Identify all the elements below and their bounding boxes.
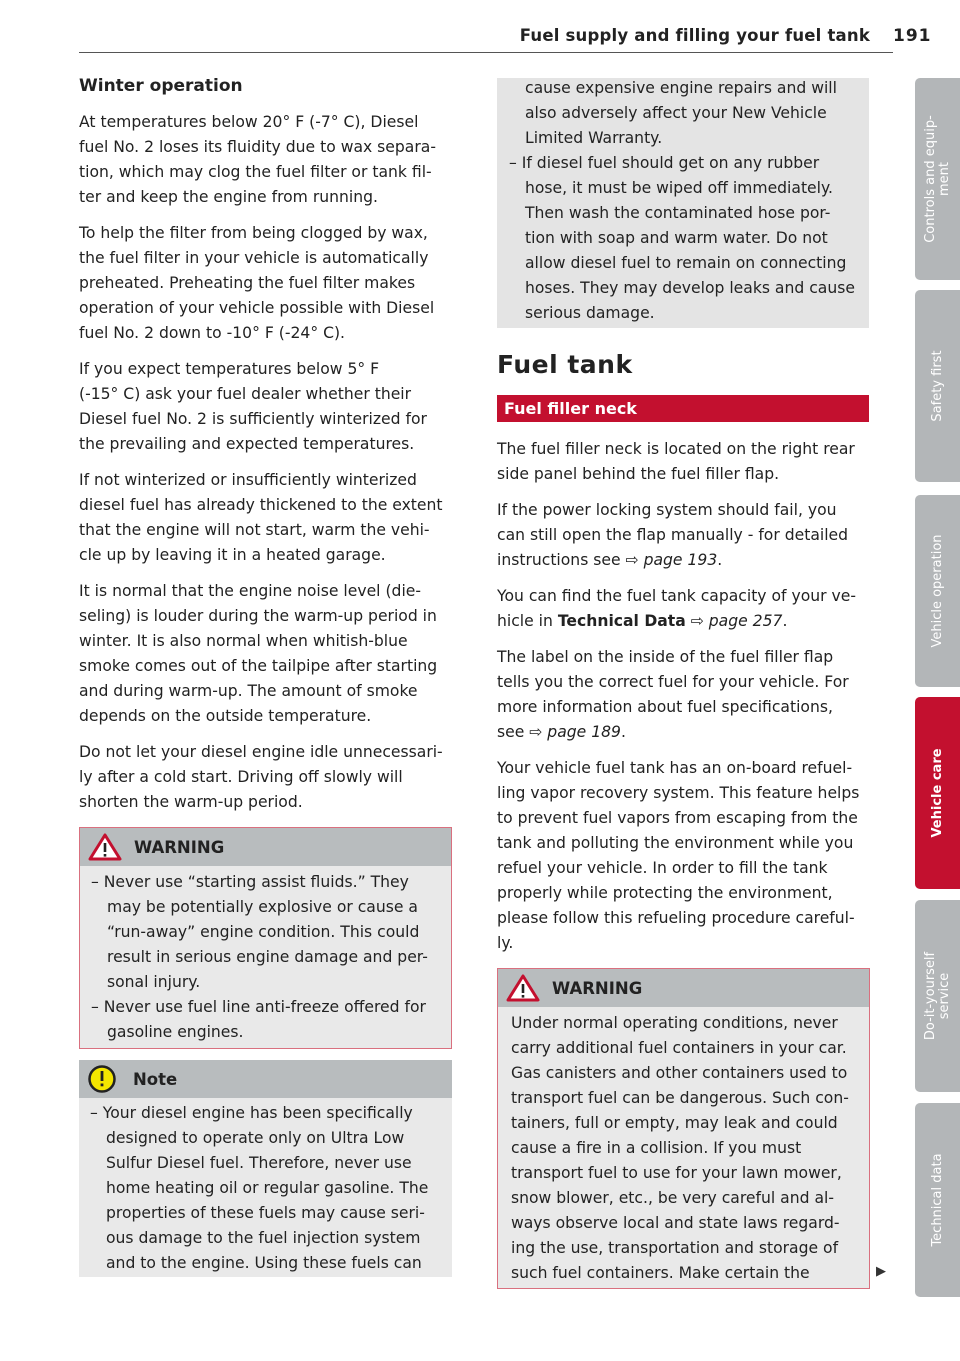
- side-tab-do-it-yourself-service[interactable]: [915, 900, 960, 1092]
- text-line: [79, 185, 436, 210]
- text-line: [91, 1020, 428, 1045]
- text-segment: Diesel fuel No. 2 is sufficiently winterized for: [79, 410, 427, 428]
- text-line: [497, 670, 849, 695]
- text-line: [497, 806, 859, 831]
- header-rule: [79, 52, 893, 53]
- warning-title: WARNING: [134, 837, 225, 857]
- text-line: [79, 518, 443, 543]
- warning-box: [79, 827, 452, 1049]
- text-line: [90, 1176, 428, 1201]
- text-segment: to prevent fuel vapors from escaping from the: [497, 809, 858, 827]
- continue-arrow-icon: ▶: [876, 1264, 886, 1279]
- text-line: [511, 1011, 849, 1036]
- text-segment: – If diesel fuel should get on any rubber: [509, 154, 820, 172]
- text-segment: .: [620, 723, 626, 741]
- bold-term: Technical Data: [557, 612, 686, 630]
- text-segment: Limited Warranty.: [525, 129, 663, 147]
- side-tab-label: Vehicle care: [929, 748, 945, 838]
- text-line: [91, 995, 428, 1020]
- text-segment: sonal injury.: [107, 973, 201, 991]
- text-line: [79, 382, 427, 407]
- text-segment: ing the use, transportation and storage of: [511, 1239, 839, 1257]
- subsection-title-bar: Fuel filler neck: [497, 395, 869, 422]
- text-line: [90, 1101, 428, 1126]
- text-line: [509, 301, 855, 326]
- text-segment: carry additional fuel containers in your car.: [511, 1039, 847, 1057]
- text-line: [497, 695, 849, 720]
- text-line: [509, 276, 855, 301]
- text-line: [497, 720, 849, 745]
- text-segment: tells you the correct fuel for your vehicle. For: [497, 673, 849, 691]
- text-segment: please follow this refueling procedure careful-: [497, 909, 855, 927]
- text-segment: .: [782, 612, 788, 630]
- text-line: [511, 1111, 849, 1136]
- text-line: [511, 1236, 849, 1261]
- text-segment: fuel No. 2 loses its fluidity due to wax separa-: [79, 138, 436, 156]
- text-line: [79, 704, 437, 729]
- page-reference-link[interactable]: ⇨ page 193: [625, 551, 718, 569]
- text-segment: refuel your vehicle. In order to fill the tank: [497, 859, 828, 877]
- text-segment: depends on the outside temperature.: [79, 707, 372, 725]
- text-segment: ling vapor recovery system. This feature helps: [497, 784, 860, 802]
- text-line: [497, 523, 848, 548]
- text-segment: If you expect temperatures below 5° F: [79, 360, 380, 378]
- text-segment: more information about fuel specifications,: [497, 698, 833, 716]
- text-line: [497, 437, 855, 462]
- text-segment: cause a fire in a collision. If you must: [511, 1139, 802, 1157]
- text-segment: allow diesel fuel to remain on connecting: [525, 254, 847, 272]
- text-segment: You can find the fuel tank capacity of your ve-: [497, 587, 856, 605]
- text-line: [79, 543, 443, 568]
- running-header-title: Fuel supply and filling your fuel tank: [519, 26, 870, 45]
- paragraph: [79, 468, 443, 568]
- text-segment: hose, it must be wiped off immediately.: [525, 179, 833, 197]
- warning-triangle-icon: [88, 833, 122, 861]
- text-line: [497, 781, 859, 806]
- text-line: [509, 76, 855, 101]
- text-segment: may be potentially explosive or cause a: [107, 898, 418, 916]
- text-segment: If the power locking system should fail, you: [497, 501, 837, 519]
- note-title: Note: [133, 1069, 178, 1089]
- note-box: [79, 1060, 452, 1277]
- text-line: [79, 432, 427, 457]
- side-tab-label: Technical data: [929, 1153, 945, 1247]
- paragraph: [79, 579, 437, 729]
- text-segment: Then wash the contaminated hose por-: [525, 204, 831, 222]
- warning-title: WARNING: [552, 978, 643, 998]
- text-segment: cle up by leaving it in a heated garage.: [79, 546, 386, 564]
- text-line: [90, 1151, 428, 1176]
- text-line: [79, 629, 437, 654]
- text-segment: and to the engine. Using these fuels can: [106, 1254, 422, 1272]
- text-segment: snow blower, etc., be very careful and al-: [511, 1189, 834, 1207]
- text-segment: side panel behind the fuel filler flap.: [497, 465, 780, 483]
- text-segment: .: [717, 551, 723, 569]
- text-segment: seling) is louder during the warm-up period in: [79, 607, 437, 625]
- text-segment: also adversely affect your New Vehicle: [525, 104, 827, 122]
- text-segment: that the engine will not start, warm the vehi-: [79, 521, 430, 539]
- warning-text: [511, 1011, 849, 1286]
- text-segment: To help the filter from being clogged by wax,: [79, 224, 428, 242]
- text-line: [79, 493, 443, 518]
- text-segment: – Never use “starting assist fluids.” They: [91, 873, 409, 891]
- continued-text: [509, 76, 855, 326]
- text-line: [90, 1201, 428, 1226]
- text-segment: gasoline engines.: [107, 1023, 244, 1041]
- text-line: [79, 654, 437, 679]
- text-segment: hicle in: [497, 612, 558, 630]
- text-line: [79, 246, 434, 271]
- side-tab-vehicle-operation[interactable]: [915, 495, 960, 687]
- text-segment: tank and polluting the environment while you: [497, 834, 854, 852]
- page-number: 191: [893, 26, 932, 46]
- text-line: [79, 160, 436, 185]
- text-line: [511, 1086, 849, 1111]
- note-text: [90, 1101, 428, 1276]
- text-segment: winter. It is also normal when whitish-blue: [79, 632, 408, 650]
- text-line: [497, 498, 848, 523]
- text-line: [511, 1161, 849, 1186]
- text-line: [511, 1186, 849, 1211]
- text-segment: ways observe local and state laws regard-: [511, 1214, 840, 1232]
- text-line: [497, 881, 859, 906]
- text-line: [79, 296, 434, 321]
- warning-header: [80, 828, 451, 866]
- side-tab-vehicle-care[interactable]: [915, 697, 960, 889]
- text-segment: shorten the warm-up period.: [79, 793, 303, 811]
- text-line: [79, 110, 436, 135]
- text-segment: such fuel containers. Make certain the: [511, 1264, 810, 1282]
- text-segment: Sulfur Diesel fuel. Therefore, never use: [106, 1154, 412, 1172]
- side-tab-label: Do-it-yourself service: [922, 951, 952, 1041]
- page-reference-link[interactable]: ⇨ page 257: [690, 612, 783, 630]
- text-line: [91, 945, 428, 970]
- side-tab-safety-first[interactable]: [915, 290, 960, 482]
- text-line: [511, 1061, 849, 1086]
- text-segment: tainers, full or empty, may leak and could: [511, 1114, 838, 1132]
- text-line: [79, 135, 436, 160]
- side-tab-label: Vehicle operation: [929, 534, 945, 648]
- warning-text: [91, 870, 428, 1045]
- text-line: [91, 895, 428, 920]
- text-line: [79, 765, 443, 790]
- side-tab-label: Controls and equip- ment: [922, 115, 952, 243]
- text-segment: tion with soap and warm water. Do not: [525, 229, 828, 247]
- text-segment: transport fuel to use for your lawn mower,: [511, 1164, 842, 1182]
- text-line: [509, 226, 855, 251]
- text-segment: – Your diesel engine has been specifically: [90, 1104, 413, 1122]
- text-line: [497, 856, 859, 881]
- note-exclamation-icon: [87, 1064, 121, 1094]
- text-segment: Your vehicle fuel tank has an on-board refuel-: [497, 759, 853, 777]
- paragraph: [497, 437, 855, 487]
- text-segment: the fuel filter in your vehicle is automatically: [79, 249, 429, 267]
- paragraph: [497, 756, 859, 956]
- text-segment: operation of your vehicle possible with Diesel: [79, 299, 435, 317]
- text-segment: Do not let your diesel engine idle unnecessari-: [79, 743, 443, 761]
- text-line: [91, 920, 428, 945]
- text-segment: It is normal that the engine noise level (die-: [79, 582, 421, 600]
- text-line: [509, 101, 855, 126]
- text-segment: can still open the flap manually - for detailed: [497, 526, 849, 544]
- text-segment: preheated. Preheating the fuel filter makes: [79, 274, 416, 292]
- side-tab-technical-data[interactable]: [915, 1103, 960, 1297]
- text-line: [90, 1226, 428, 1251]
- continued-warning-box: [497, 78, 869, 328]
- text-line: [497, 931, 859, 956]
- paragraph: [497, 645, 849, 745]
- warning-box: [497, 968, 870, 1289]
- text-segment: (-15° C) ask your fuel dealer whether their: [79, 385, 412, 403]
- winter-operation-heading: Winter operation: [79, 76, 243, 96]
- text-segment: At temperatures below 20° F (-7° C), Diesel: [79, 113, 419, 131]
- text-line: [509, 251, 855, 276]
- text-line: [79, 468, 443, 493]
- text-segment: Under normal operating conditions, never: [511, 1014, 838, 1032]
- text-segment: home heating oil or regular gasoline. The: [106, 1179, 429, 1197]
- text-segment: The label on the inside of the fuel filler flap: [497, 648, 834, 666]
- text-line: [497, 906, 859, 931]
- paragraph: [79, 110, 436, 210]
- text-segment: properly while protecting the environment,: [497, 884, 833, 902]
- text-line: [79, 679, 437, 704]
- text-segment: “run-away” engine condition. This could: [107, 923, 420, 941]
- text-segment: ter and keep the engine from running.: [79, 188, 378, 206]
- paragraph: [497, 584, 856, 634]
- note-header: [79, 1060, 452, 1098]
- text-line: [90, 1126, 428, 1151]
- text-line: [79, 357, 427, 382]
- text-segment: and during warm-up. The amount of smoke: [79, 682, 418, 700]
- text-line: [497, 645, 849, 670]
- paragraph: [497, 498, 848, 573]
- text-segment: ly.: [497, 934, 514, 952]
- page-reference-link[interactable]: ⇨ page 189: [529, 723, 621, 741]
- text-line: [79, 271, 434, 296]
- paragraph: [79, 740, 443, 815]
- text-segment: cause expensive engine repairs and will: [525, 79, 837, 97]
- paragraph: [79, 221, 434, 346]
- text-line: [497, 756, 859, 781]
- text-segment: If not winterized or insufficiently winterized: [79, 471, 417, 489]
- text-segment: tion, which may clog the fuel filter or tank fil-: [79, 163, 432, 181]
- text-line: [511, 1136, 849, 1161]
- text-line: [511, 1261, 849, 1286]
- side-tab-label: Safety first: [929, 350, 945, 422]
- text-segment: – Never use fuel line anti-freeze offered for: [91, 998, 426, 1016]
- side-tab-controls-and-equipment[interactable]: [915, 78, 960, 280]
- text-line: [79, 579, 437, 604]
- text-line: [509, 151, 855, 176]
- text-segment: see: [497, 723, 530, 741]
- warning-triangle-icon: [506, 974, 540, 1002]
- text-segment: Gas canisters and other containers used to: [511, 1064, 848, 1082]
- text-segment: The fuel filler neck is located on the right rear: [497, 440, 855, 458]
- paragraph: [79, 357, 427, 457]
- text-line: [79, 790, 443, 815]
- text-segment: result in serious engine damage and per-: [107, 948, 428, 966]
- text-line: [79, 321, 434, 346]
- text-segment: the prevailing and expected temperatures.: [79, 435, 415, 453]
- text-line: [497, 609, 856, 634]
- text-segment: ly after a cold start. Driving off slowly will: [79, 768, 403, 786]
- text-line: [91, 970, 428, 995]
- text-segment: properties of these fuels may cause seri-: [106, 1204, 425, 1222]
- text-line: [509, 176, 855, 201]
- text-line: [511, 1036, 849, 1061]
- text-line: [497, 831, 859, 856]
- text-line: [509, 126, 855, 151]
- text-line: [91, 870, 428, 895]
- text-line: [511, 1211, 849, 1236]
- text-segment: fuel No. 2 down to -10° F (-24° C).: [79, 324, 346, 342]
- text-line: [79, 221, 434, 246]
- text-segment: instructions see: [497, 551, 626, 569]
- text-segment: diesel fuel has already thickened to the extent: [79, 496, 443, 514]
- section-title: Fuel tank: [497, 350, 633, 379]
- warning-header: [498, 969, 869, 1007]
- text-segment: hoses. They may develop leaks and cause: [525, 279, 855, 297]
- text-line: [497, 462, 855, 487]
- text-line: [497, 584, 856, 609]
- text-line: [509, 201, 855, 226]
- text-segment: smoke comes out of the tailpipe after starting: [79, 657, 438, 675]
- text-line: [79, 407, 427, 432]
- text-line: [79, 604, 437, 629]
- text-segment: transport fuel can be dangerous. Such con-: [511, 1089, 849, 1107]
- text-line: [79, 740, 443, 765]
- text-line: [90, 1251, 428, 1276]
- text-segment: ous damage to the fuel injection system: [106, 1229, 421, 1247]
- text-line: [497, 548, 848, 573]
- text-segment: serious damage.: [525, 304, 655, 322]
- text-segment: designed to operate only on Ultra Low: [106, 1129, 405, 1147]
